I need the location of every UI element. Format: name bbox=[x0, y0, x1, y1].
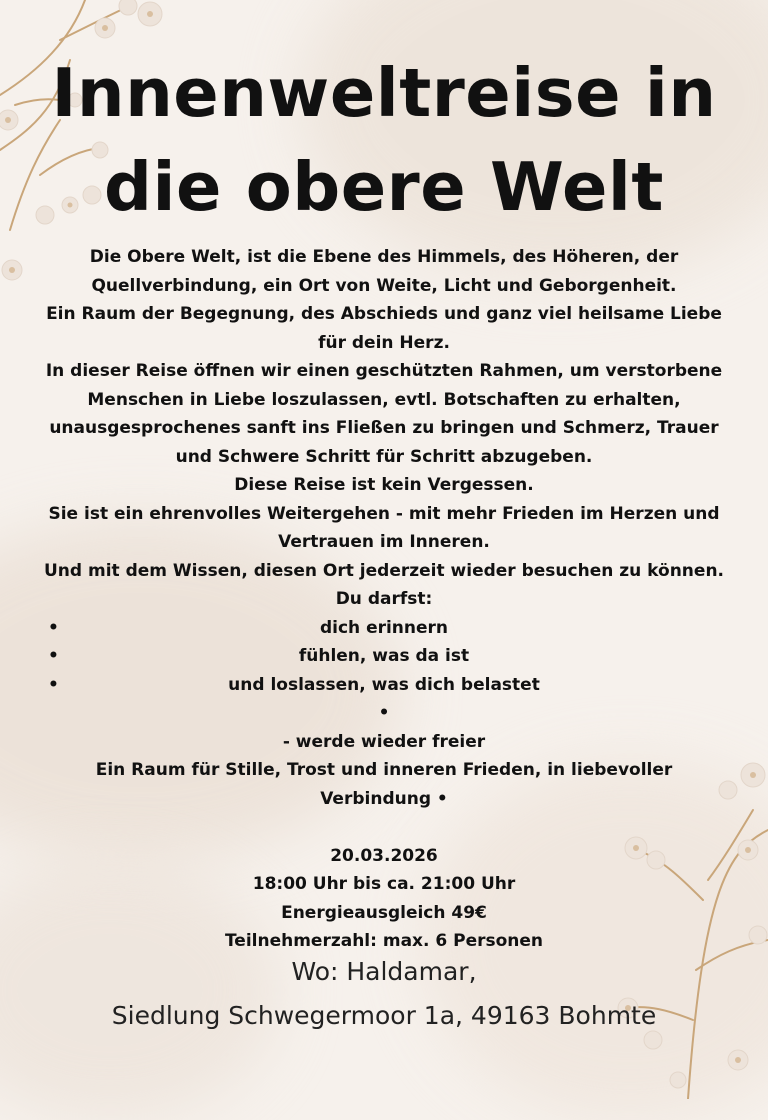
intro-line: für dein Herz. bbox=[318, 332, 450, 353]
intro-line: Ein Raum der Begegnung, des Abschieds und ganz viel heilsame Liebe bbox=[46, 304, 722, 324]
intro-line: Vertrauen im Inneren. bbox=[278, 532, 490, 552]
venue-address: Siedlung Schwegermoor 1a, 49163 Bohmte bbox=[111, 1001, 657, 1030]
title-line: Innenweltreise in bbox=[51, 54, 717, 132]
closing-line: Verbindung • bbox=[320, 788, 448, 809]
event-time: 18:00 Uhr bis ca. 21:00 Uhr bbox=[252, 874, 516, 894]
event-price: Energieausgleich 49€ bbox=[281, 902, 487, 923]
intro-line: Sie ist ein ehrenvolles Weitergehen - mit mehr Frieden im Herzen und bbox=[48, 503, 720, 524]
venue-block bbox=[0, 950, 768, 1038]
intro-line: Und mit dem Wissen, diesen Ort jederzeit wieder besuchen zu können. bbox=[44, 560, 724, 581]
intro-line: und Schwere Schritt für Schritt abzugeben. bbox=[175, 446, 593, 467]
list-item bbox=[20, 642, 748, 671]
bullet-icon: • bbox=[48, 674, 59, 695]
closing-line: - werde wieder freier bbox=[282, 731, 486, 752]
event-participants: Teilnehmerzahl: max. 6 Personen bbox=[224, 931, 544, 951]
intro-line: Quellverbindung, ein Ort von Weite, Licht und Geborgenheit. bbox=[91, 275, 677, 296]
description-block bbox=[20, 243, 748, 956]
event-date: 20.03.2026 bbox=[330, 845, 438, 866]
intro-line: unausgesprochenes sanft ins Fließen zu bringen und Schmerz, Trauer bbox=[49, 418, 719, 438]
bullet-icon: • bbox=[48, 646, 59, 666]
intro-line: Du darfst: bbox=[335, 589, 433, 609]
venue-line: Wo: Haldamar, bbox=[291, 957, 477, 986]
list-item-text: fühlen, was da ist bbox=[298, 646, 470, 666]
list-item-text: und loslassen, was dich belastet bbox=[228, 674, 540, 695]
bullet-icon: • bbox=[48, 617, 59, 638]
list-item bbox=[20, 614, 748, 643]
list-item bbox=[20, 671, 748, 700]
intro-line: Menschen in Liebe loszulassen, evtl. Botschaften zu erhalten, bbox=[87, 389, 681, 410]
list-item-text: dich erinnern bbox=[319, 617, 449, 638]
intro-line: Die Obere Welt, ist die Ebene des Himmels, des Höheren, der bbox=[89, 247, 679, 267]
page-title bbox=[0, 46, 768, 234]
intro-line: Diese Reise ist kein Vergessen. bbox=[234, 475, 534, 495]
intro-line: In dieser Reise öffnen wir einen geschützten Rahmen, um verstorbene bbox=[45, 361, 723, 381]
bullet-icon: • bbox=[378, 703, 390, 723]
title-line: die obere Welt bbox=[104, 148, 664, 226]
spacer bbox=[20, 813, 748, 842]
closing-line: Ein Raum für Stille, Trost und inneren Frieden, in liebevoller bbox=[95, 760, 673, 780]
